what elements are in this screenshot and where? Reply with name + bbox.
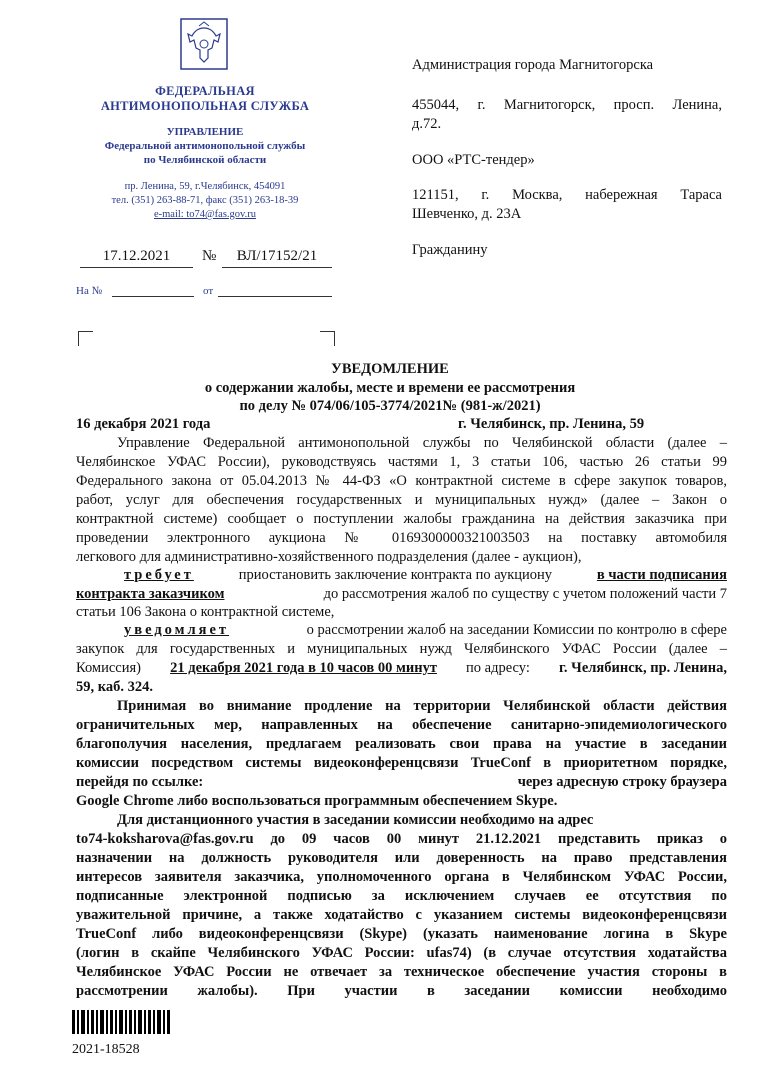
notifies-keyword: уведомляет (124, 622, 230, 638)
case-number: по делу № 074/06/105-3774/2021№ (981-ж/2021) (239, 398, 541, 414)
number-label: № (202, 248, 217, 264)
barcode-icon (72, 1010, 184, 1034)
hearing-datetime: 21 декабря 2021 года в 10 часов 00 минут (170, 660, 437, 676)
sender-address: пр. Ленина, 59, г.Челябинск, 454091 (124, 181, 286, 192)
p2-line2-rest: до рассмотрения жалоб по существу с учетом положений части 7 (323, 586, 727, 602)
p3-line3-a: Комиссия) (76, 660, 141, 676)
na-field-line (112, 296, 194, 297)
recipient-4-line2: Шевченко, д. 23А (412, 206, 522, 222)
dept-line2: Федеральной антимонопольной службы (104, 140, 306, 152)
p4-line5-b: через адресную строку браузера (517, 774, 727, 790)
na-label: На № (76, 285, 103, 297)
p5-line1: Для дистанционного участия в заседании комиссии необходимо на адрес (117, 812, 594, 828)
recipient-3: ООО «РТС-тендер» (412, 152, 535, 168)
p4-line6: Google Chrome либо воспользоваться программным обеспечением Skype. (76, 793, 558, 809)
registration-number: ВЛ/17152/21 (222, 248, 332, 268)
p1-line6: проведении электронного аукциона № 0169300000321003503 на поставку автомобиля (76, 530, 727, 546)
p1-line7: легкового для административно-хозяйственного подразделения (далее - аукцион), (76, 549, 582, 565)
dept-line1: УПРАВЛЕНИЕ (166, 126, 244, 138)
sender-phones: тел. (351) 263-88-71, факс (351) 263-18-39 (111, 195, 299, 206)
p1-line5: контрактной системе) сообщает о поступлении жалобы гражданина на действия заказчика при (76, 511, 727, 527)
p3-line4: 59, каб. 324. (76, 679, 154, 695)
p4-line4: комиссии посредством системы видеоконференцсвязи TrueConf в приоритетном порядке, (76, 755, 727, 771)
recipient-2-line2: д.72. (412, 116, 442, 132)
registration-date: 17.12.2021 (80, 248, 193, 268)
requires-keyword: требует (124, 567, 194, 583)
p2-line1-bold: в части подписания (596, 567, 727, 583)
hearing-address: г. Челябинск, пр. Ленина, (558, 660, 727, 676)
p1-line3: Федерального закона от 05.04.2013 № 44-ФЗ «О контрактной системе в сфере закупок товаров, (76, 473, 727, 489)
notice-title: УВЕДОМЛЕНИЕ (331, 361, 449, 377)
notice-place: г. Челябинск, пр. Ленина, 59 (458, 416, 645, 432)
recipient-2-line1: 455044, г. Магнитогорск, просп. Ленина, (412, 97, 722, 113)
p3-line3 (76, 659, 727, 679)
recipient-5: Гражданину (412, 242, 488, 258)
barcode-number: 2021-18528 (72, 1042, 140, 1057)
recipient-4-line1: 121151, г. Москва, набережная Тараса (412, 187, 722, 203)
dept-line3: по Челябинской области (143, 154, 267, 166)
p3-line1 (124, 621, 727, 641)
p4-line3: благополучия населения, предлагаем реализовать свои права на участие в заседании (76, 736, 727, 752)
ot-label: от (203, 285, 214, 297)
p5-line7: TrueConf либо видеоконференцсвязи (Skype) (указать наименование логина в Skype (76, 926, 727, 942)
p5-line2: to74-koksharova@fas.gov.ru до 09 часов 00 минут 21.12.2021 представить приказ о (76, 831, 727, 847)
p5-line5: подписанные электронной подписью за исключением случаев ее отсутствия по (76, 888, 727, 904)
p4-line1: Принимая во внимание продление на территории Челябинской области действия (117, 698, 727, 714)
notice-subtitle: о содержании жалобы, месте и времени ее рассмотрения (204, 380, 576, 396)
p5-line8: (логин в скайпе Челябинского УФАС России: ufas74) (в случае отсутствия ходатайства (76, 945, 727, 961)
p5-line9: Челябинское УФАС России не отвечает за техническое обеспечение участия стороны в (76, 964, 727, 980)
p1-line4: работ, услуг для обеспечения государственных и муниципальных нужд» (далее – Закон о (76, 492, 727, 508)
p5-line3: назначении на должность руководителя или доверенность на право представления (76, 850, 727, 866)
p3-line3-c: по адресу: (466, 660, 530, 676)
org-name-line1: ФЕДЕРАЛЬНАЯ (155, 84, 255, 98)
p5-line10: рассмотрении жалобы). При участии в заседании комиссии необходимо (76, 983, 727, 999)
p2-line2-bold: контракта заказчиком (76, 586, 225, 602)
corner-mark-left (78, 331, 93, 346)
p2-line1 (124, 566, 727, 586)
p2-line2 (76, 585, 727, 605)
p2-line1-mid: приостановить заключение контракта по аукциону (238, 567, 553, 583)
sender-email: e-mail: to74@fas.gov.ru (153, 209, 256, 220)
p3-line2: закупок для государственных и муниципальных нужд Челябинского УФАС России (далее – (76, 641, 727, 657)
p4-line2: ограничительных мер, направленных на обеспечение санитарно-эпидемиологического (76, 717, 727, 733)
p5-line4: интересов заявителя заказчика, уполномоченного органа в Челябинском УФАС России, (76, 869, 727, 885)
p4-line5-a: перейдя по ссылке: (76, 774, 204, 790)
coat-of-arms-icon (180, 18, 228, 70)
p3-line1-rest: о рассмотрении жалоб на заседании Комиссии по контролю в сфере (306, 622, 727, 638)
p4-line5 (76, 773, 727, 793)
p5-line6: уважительной причине, а также ходатайство с указанием системы видеоконференцсвязи (76, 907, 727, 923)
p2-line3: статьи 106 Закона о контрактной системе, (76, 604, 335, 620)
p1-line2: Челябинское УФАС России), руководствуясь частями 1, 3 статьи 106, частью 26 статьи 99 (76, 454, 727, 470)
recipient-1: Администрация города Магнитогорска (412, 57, 654, 73)
org-name-line2: АНТИМОНОПОЛЬНАЯ СЛУЖБА (100, 99, 310, 113)
p1-line1: Управление Федеральной антимонопольной службы по Челябинской области (далее – (117, 435, 727, 451)
ot-field-line (218, 296, 332, 297)
corner-mark-right (320, 331, 335, 346)
notice-date: 16 декабря 2021 года (76, 416, 211, 432)
